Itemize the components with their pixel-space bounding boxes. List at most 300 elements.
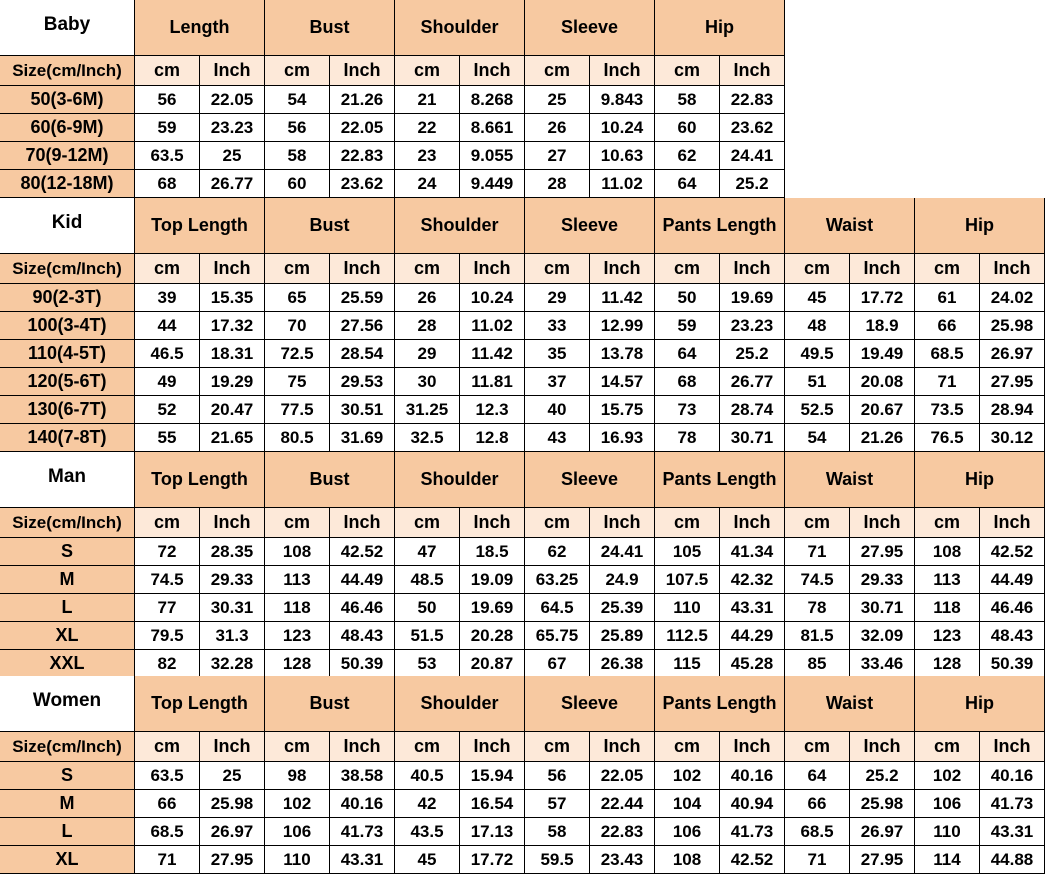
measurement-value: 72 — [135, 538, 200, 566]
measurement-value: 20.67 — [850, 396, 915, 424]
measurement-value: 106 — [655, 818, 720, 846]
unit-inch-label: Inch — [460, 732, 525, 762]
measurement-value: 42 — [395, 790, 460, 818]
measurement-value: 33 — [525, 312, 590, 340]
measurement-value: 68 — [135, 170, 200, 198]
measurement-value: 68.5 — [135, 818, 200, 846]
measurement-value: 30.12 — [980, 424, 1045, 452]
unit-inch-label: Inch — [200, 508, 265, 538]
measurement-value: 71 — [135, 846, 200, 874]
unit-cm-label: cm — [265, 508, 330, 538]
measurement-value: 44.29 — [720, 622, 785, 650]
unit-inch-label: Inch — [980, 254, 1045, 284]
measurement-value: 65 — [265, 284, 330, 312]
unit-inch-label: Inch — [460, 254, 525, 284]
size-label: M — [0, 566, 135, 594]
measurement-value: 74.5 — [785, 566, 850, 594]
measurement-value: 118 — [915, 594, 980, 622]
measurement-value: 26.77 — [200, 170, 265, 198]
measurement-value: 112.5 — [655, 622, 720, 650]
unit-inch-label: Inch — [980, 508, 1045, 538]
measurement-value: 43.5 — [395, 818, 460, 846]
measurement-value: 110 — [265, 846, 330, 874]
measurement-header: Hip — [655, 0, 785, 56]
measurement-value: 107.5 — [655, 566, 720, 594]
measurement-value: 30.71 — [720, 424, 785, 452]
measurement-value: 63.5 — [135, 142, 200, 170]
measurement-value: 77.5 — [265, 396, 330, 424]
measurement-value: 42.52 — [720, 846, 785, 874]
measurement-value: 31.25 — [395, 396, 460, 424]
measurement-value: 22.83 — [590, 818, 655, 846]
measurement-value: 118 — [265, 594, 330, 622]
measurement-header: Top Length — [135, 198, 265, 254]
measurement-value: 24 — [395, 170, 460, 198]
measurement-value: 28 — [525, 170, 590, 198]
measurement-value: 12.8 — [460, 424, 525, 452]
measurement-value: 66 — [785, 790, 850, 818]
measurement-value: 71 — [785, 846, 850, 874]
measurement-value: 47 — [395, 538, 460, 566]
measurement-value: 41.34 — [720, 538, 785, 566]
measurement-value: 21.65 — [200, 424, 265, 452]
measurement-value: 23.23 — [200, 114, 265, 142]
measurement-header: Hip — [915, 676, 1045, 732]
measurement-value: 10.24 — [460, 284, 525, 312]
measurement-value: 24.9 — [590, 566, 655, 594]
measurement-value: 63.5 — [135, 762, 200, 790]
measurement-value: 55 — [135, 424, 200, 452]
unit-cm-label: cm — [395, 56, 460, 86]
measurement-value: 85 — [785, 650, 850, 678]
measurement-value: 75 — [265, 368, 330, 396]
measurement-value: 67 — [525, 650, 590, 678]
measurement-value: 40.16 — [720, 762, 785, 790]
measurement-value: 48.5 — [395, 566, 460, 594]
measurement-value: 21 — [395, 86, 460, 114]
unit-cm-label: cm — [785, 254, 850, 284]
unit-cm-label: cm — [655, 254, 720, 284]
measurement-value: 19.69 — [460, 594, 525, 622]
unit-cm-label: cm — [525, 254, 590, 284]
measurement-value: 26.97 — [980, 340, 1045, 368]
measurement-value: 19.69 — [720, 284, 785, 312]
unit-cm-label: cm — [395, 508, 460, 538]
section-title: Kid — [0, 198, 135, 254]
section-title: Women — [0, 676, 135, 732]
measurement-value: 24.41 — [720, 142, 785, 170]
measurement-value: 51 — [785, 368, 850, 396]
size-label: 110(4-5T) — [0, 340, 135, 368]
measurement-value: 8.268 — [460, 86, 525, 114]
measurement-value: 17.13 — [460, 818, 525, 846]
measurement-value: 48 — [785, 312, 850, 340]
measurement-value: 42.32 — [720, 566, 785, 594]
measurement-value: 108 — [265, 538, 330, 566]
measurement-value: 43.31 — [330, 846, 395, 874]
measurement-value: 23.62 — [330, 170, 395, 198]
unit-cm-label: cm — [525, 508, 590, 538]
measurement-value: 54 — [265, 86, 330, 114]
size-label: XL — [0, 622, 135, 650]
measurement-value: 50.39 — [330, 650, 395, 678]
measurement-value: 24.41 — [590, 538, 655, 566]
measurement-value: 44 — [135, 312, 200, 340]
measurement-value: 27.56 — [330, 312, 395, 340]
measurement-header: Shoulder — [395, 198, 525, 254]
measurement-value: 77 — [135, 594, 200, 622]
measurement-value: 45 — [785, 284, 850, 312]
measurement-value: 43 — [525, 424, 590, 452]
measurement-header: Waist — [785, 452, 915, 508]
measurement-value: 56 — [135, 86, 200, 114]
measurement-value: 22.05 — [590, 762, 655, 790]
measurement-value: 78 — [785, 594, 850, 622]
unit-cm-label: cm — [265, 254, 330, 284]
measurement-value: 73.5 — [915, 396, 980, 424]
measurement-value: 29.53 — [330, 368, 395, 396]
measurement-value: 68 — [655, 368, 720, 396]
measurement-value: 37 — [525, 368, 590, 396]
measurement-header: Bust — [265, 0, 395, 56]
measurement-value: 128 — [915, 650, 980, 678]
measurement-value: 66 — [915, 312, 980, 340]
size-label: 100(3-4T) — [0, 312, 135, 340]
measurement-value: 10.63 — [590, 142, 655, 170]
measurement-header: Bust — [265, 198, 395, 254]
measurement-value: 30.71 — [850, 594, 915, 622]
measurement-value: 14.57 — [590, 368, 655, 396]
measurement-value: 123 — [915, 622, 980, 650]
measurement-value: 25 — [200, 762, 265, 790]
measurement-value: 22.83 — [330, 142, 395, 170]
measurement-value: 26 — [395, 284, 460, 312]
measurement-value: 12.99 — [590, 312, 655, 340]
size-column-header: Size(cm/Inch) — [0, 508, 135, 538]
measurement-value: 64 — [785, 762, 850, 790]
measurement-value: 56 — [525, 762, 590, 790]
measurement-value: 26.77 — [720, 368, 785, 396]
measurement-value: 11.81 — [460, 368, 525, 396]
measurement-header: Shoulder — [395, 676, 525, 732]
unit-cm-label: cm — [915, 732, 980, 762]
measurement-value: 27 — [525, 142, 590, 170]
measurement-value: 27.95 — [200, 846, 265, 874]
measurement-value: 16.93 — [590, 424, 655, 452]
measurement-value: 11.02 — [460, 312, 525, 340]
unit-cm-label: cm — [135, 56, 200, 86]
measurement-value: 62 — [525, 538, 590, 566]
measurement-value: 25 — [200, 142, 265, 170]
measurement-value: 46.46 — [330, 594, 395, 622]
measurement-value: 57 — [525, 790, 590, 818]
measurement-value: 52.5 — [785, 396, 850, 424]
measurement-value: 53 — [395, 650, 460, 678]
measurement-header: Shoulder — [395, 452, 525, 508]
measurement-value: 62 — [655, 142, 720, 170]
measurement-value: 40.16 — [980, 762, 1045, 790]
measurement-value: 110 — [915, 818, 980, 846]
measurement-value: 102 — [915, 762, 980, 790]
size-column-header: Size(cm/Inch) — [0, 56, 135, 86]
measurement-value: 115 — [655, 650, 720, 678]
measurement-value: 40.5 — [395, 762, 460, 790]
unit-inch-label: Inch — [330, 732, 395, 762]
measurement-value: 45 — [395, 846, 460, 874]
unit-cm-label: cm — [785, 508, 850, 538]
unit-inch-label: Inch — [590, 254, 655, 284]
size-label: 50(3-6M) — [0, 86, 135, 114]
unit-cm-label: cm — [525, 56, 590, 86]
unit-inch-label: Inch — [720, 732, 785, 762]
measurement-value: 38.58 — [330, 762, 395, 790]
measurement-value: 15.35 — [200, 284, 265, 312]
measurement-value: 23.62 — [720, 114, 785, 142]
measurement-value: 45.28 — [720, 650, 785, 678]
measurement-value: 123 — [265, 622, 330, 650]
measurement-value: 44.49 — [980, 566, 1045, 594]
measurement-value: 20.47 — [200, 396, 265, 424]
measurement-header: Bust — [265, 452, 395, 508]
measurement-header: Pants Length — [655, 198, 785, 254]
size-label: S — [0, 538, 135, 566]
measurement-value: 78 — [655, 424, 720, 452]
measurement-value: 23.43 — [590, 846, 655, 874]
measurement-value: 21.26 — [330, 86, 395, 114]
measurement-value: 35 — [525, 340, 590, 368]
measurement-value: 113 — [265, 566, 330, 594]
measurement-value: 64 — [655, 170, 720, 198]
unit-inch-label: Inch — [460, 56, 525, 86]
measurement-header: Length — [135, 0, 265, 56]
measurement-value: 104 — [655, 790, 720, 818]
unit-inch-label: Inch — [590, 56, 655, 86]
measurement-value: 114 — [915, 846, 980, 874]
measurement-header: Bust — [265, 676, 395, 732]
measurement-value: 29 — [395, 340, 460, 368]
measurement-header: Waist — [785, 676, 915, 732]
measurement-value: 32.09 — [850, 622, 915, 650]
measurement-header: Top Length — [135, 676, 265, 732]
unit-inch-label: Inch — [590, 508, 655, 538]
measurement-value: 29 — [525, 284, 590, 312]
measurement-value: 9.055 — [460, 142, 525, 170]
measurement-value: 49.5 — [785, 340, 850, 368]
size-label: L — [0, 818, 135, 846]
measurement-value: 30.31 — [200, 594, 265, 622]
measurement-value: 51.5 — [395, 622, 460, 650]
unit-cm-label: cm — [525, 732, 590, 762]
measurement-value: 79.5 — [135, 622, 200, 650]
measurement-value: 52 — [135, 396, 200, 424]
measurement-value: 29.33 — [850, 566, 915, 594]
measurement-value: 113 — [915, 566, 980, 594]
measurement-value: 44.49 — [330, 566, 395, 594]
measurement-value: 41.73 — [720, 818, 785, 846]
measurement-value: 59 — [655, 312, 720, 340]
measurement-value: 22 — [395, 114, 460, 142]
measurement-value: 18.9 — [850, 312, 915, 340]
measurement-value: 26.97 — [200, 818, 265, 846]
measurement-value: 27.95 — [850, 846, 915, 874]
measurement-value: 108 — [915, 538, 980, 566]
measurement-value: 28.54 — [330, 340, 395, 368]
unit-inch-label: Inch — [200, 732, 265, 762]
unit-cm-label: cm — [135, 254, 200, 284]
measurement-value: 58 — [525, 818, 590, 846]
measurement-value: 9.449 — [460, 170, 525, 198]
measurement-value: 66 — [135, 790, 200, 818]
unit-cm-label: cm — [655, 508, 720, 538]
measurement-value: 31.3 — [200, 622, 265, 650]
measurement-value: 71 — [915, 368, 980, 396]
size-label: 90(2-3T) — [0, 284, 135, 312]
measurement-header: Hip — [915, 452, 1045, 508]
measurement-value: 20.28 — [460, 622, 525, 650]
measurement-value: 25.98 — [850, 790, 915, 818]
measurement-value: 80.5 — [265, 424, 330, 452]
measurement-value: 13.78 — [590, 340, 655, 368]
unit-inch-label: Inch — [200, 56, 265, 86]
measurement-value: 63.25 — [525, 566, 590, 594]
measurement-header: Sleeve — [525, 0, 655, 56]
measurement-value: 25.39 — [590, 594, 655, 622]
measurement-value: 46.5 — [135, 340, 200, 368]
measurement-value: 60 — [265, 170, 330, 198]
measurement-value: 26 — [525, 114, 590, 142]
size-label: 140(7-8T) — [0, 424, 135, 452]
measurement-value: 25.98 — [980, 312, 1045, 340]
size-label: M — [0, 790, 135, 818]
size-column-header: Size(cm/Inch) — [0, 732, 135, 762]
size-label: S — [0, 762, 135, 790]
unit-cm-label: cm — [395, 732, 460, 762]
size-label: 120(5-6T) — [0, 368, 135, 396]
measurement-value: 64.5 — [525, 594, 590, 622]
measurement-value: 70 — [265, 312, 330, 340]
measurement-value: 20.08 — [850, 368, 915, 396]
measurement-value: 32.28 — [200, 650, 265, 678]
measurement-value: 105 — [655, 538, 720, 566]
measurement-value: 50 — [395, 594, 460, 622]
measurement-value: 48.43 — [330, 622, 395, 650]
measurement-value: 43.31 — [720, 594, 785, 622]
measurement-value: 59 — [135, 114, 200, 142]
measurement-value: 19.49 — [850, 340, 915, 368]
measurement-header: Sleeve — [525, 452, 655, 508]
measurement-value: 40.16 — [330, 790, 395, 818]
measurement-value: 25.59 — [330, 284, 395, 312]
measurement-value: 22.83 — [720, 86, 785, 114]
measurement-value: 11.02 — [590, 170, 655, 198]
measurement-header: Sleeve — [525, 676, 655, 732]
measurement-value: 49 — [135, 368, 200, 396]
unit-inch-label: Inch — [330, 254, 395, 284]
measurement-value: 110 — [655, 594, 720, 622]
measurement-value: 128 — [265, 650, 330, 678]
size-label: XL — [0, 846, 135, 874]
section-title: Baby — [0, 0, 135, 56]
measurement-value: 23.23 — [720, 312, 785, 340]
measurement-header: Top Length — [135, 452, 265, 508]
unit-inch-label: Inch — [330, 56, 395, 86]
measurement-value: 58 — [655, 86, 720, 114]
measurement-value: 11.42 — [590, 284, 655, 312]
unit-inch-label: Inch — [850, 732, 915, 762]
measurement-value: 46.46 — [980, 594, 1045, 622]
measurement-value: 82 — [135, 650, 200, 678]
unit-cm-label: cm — [915, 254, 980, 284]
unit-inch-label: Inch — [460, 508, 525, 538]
measurement-value: 22.44 — [590, 790, 655, 818]
measurement-value: 26.97 — [850, 818, 915, 846]
size-label: 130(6-7T) — [0, 396, 135, 424]
measurement-value: 73 — [655, 396, 720, 424]
unit-cm-label: cm — [135, 732, 200, 762]
unit-inch-label: Inch — [850, 508, 915, 538]
measurement-value: 50 — [655, 284, 720, 312]
measurement-value: 28.74 — [720, 396, 785, 424]
measurement-value: 72.5 — [265, 340, 330, 368]
measurement-value: 76.5 — [915, 424, 980, 452]
measurement-value: 68.5 — [915, 340, 980, 368]
measurement-value: 33.46 — [850, 650, 915, 678]
unit-cm-label: cm — [915, 508, 980, 538]
measurement-value: 71 — [785, 538, 850, 566]
measurement-value: 16.54 — [460, 790, 525, 818]
measurement-value: 11.42 — [460, 340, 525, 368]
measurement-value: 40 — [525, 396, 590, 424]
measurement-value: 28 — [395, 312, 460, 340]
measurement-value: 21.26 — [850, 424, 915, 452]
measurement-value: 68.5 — [785, 818, 850, 846]
measurement-value: 26.38 — [590, 650, 655, 678]
unit-inch-label: Inch — [850, 254, 915, 284]
measurement-value: 12.3 — [460, 396, 525, 424]
measurement-value: 19.29 — [200, 368, 265, 396]
measurement-value: 28.94 — [980, 396, 1045, 424]
measurement-value: 29.33 — [200, 566, 265, 594]
measurement-value: 60 — [655, 114, 720, 142]
measurement-header: Hip — [915, 198, 1045, 254]
measurement-header: Pants Length — [655, 676, 785, 732]
measurement-value: 54 — [785, 424, 850, 452]
measurement-header: Pants Length — [655, 452, 785, 508]
measurement-value: 18.5 — [460, 538, 525, 566]
measurement-value: 22.05 — [200, 86, 265, 114]
measurement-value: 32.5 — [395, 424, 460, 452]
measurement-value: 48.43 — [980, 622, 1045, 650]
measurement-value: 30.51 — [330, 396, 395, 424]
size-label: 60(6-9M) — [0, 114, 135, 142]
measurement-value: 39 — [135, 284, 200, 312]
measurement-value: 10.24 — [590, 114, 655, 142]
size-label: L — [0, 594, 135, 622]
measurement-value: 28.35 — [200, 538, 265, 566]
unit-inch-label: Inch — [720, 254, 785, 284]
measurement-value: 17.32 — [200, 312, 265, 340]
measurement-value: 15.94 — [460, 762, 525, 790]
unit-inch-label: Inch — [720, 56, 785, 86]
measurement-value: 24.02 — [980, 284, 1045, 312]
unit-inch-label: Inch — [980, 732, 1045, 762]
measurement-value: 42.52 — [330, 538, 395, 566]
measurement-value: 9.843 — [590, 86, 655, 114]
measurement-value: 15.75 — [590, 396, 655, 424]
measurement-value: 25.2 — [720, 170, 785, 198]
measurement-value: 22.05 — [330, 114, 395, 142]
size-label: XXL — [0, 650, 135, 678]
